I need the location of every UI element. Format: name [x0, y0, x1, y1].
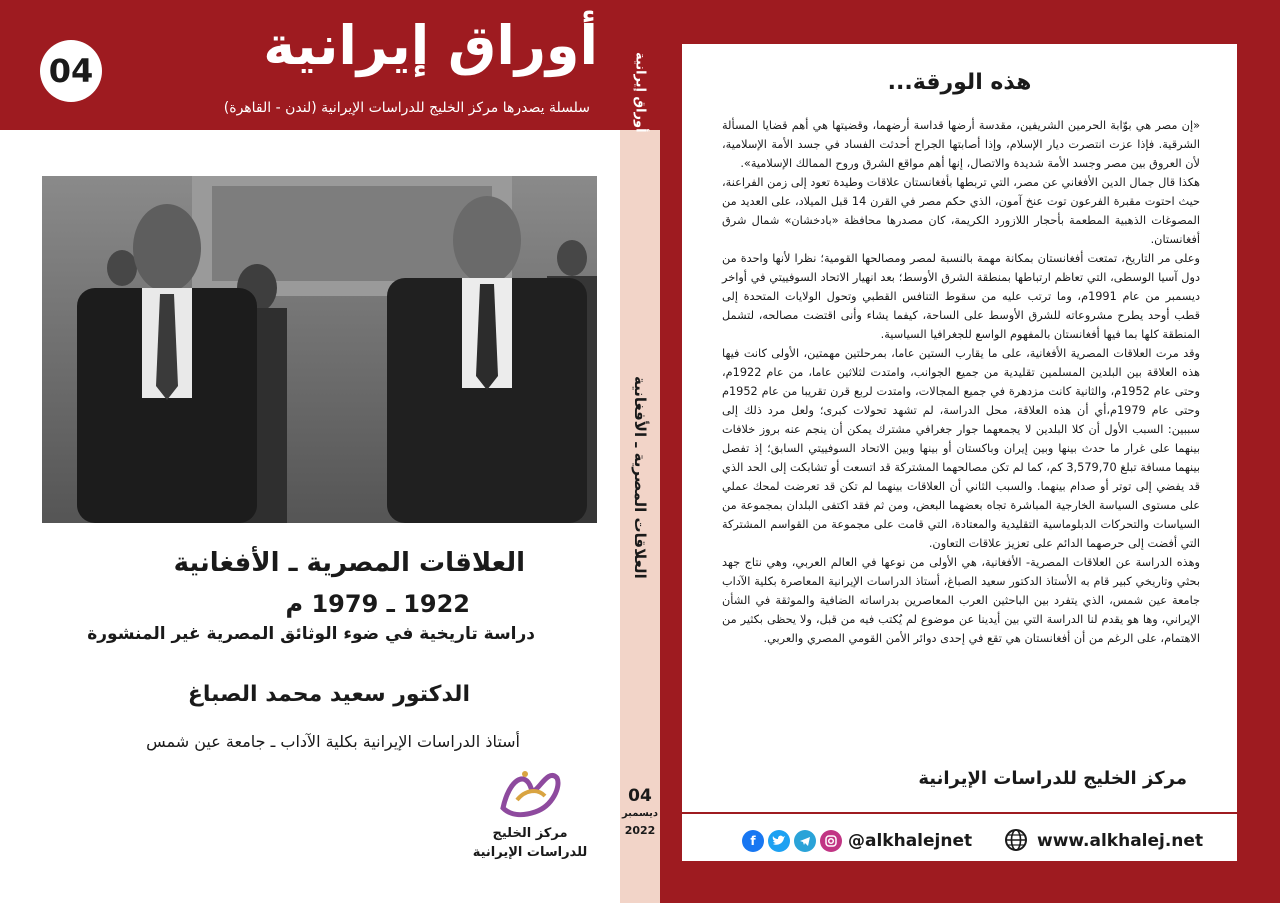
twitter-icon[interactable]	[768, 830, 790, 852]
back-paragraph: «إن مصر هي بوّابة الحرمين الشريفين، مقدسة أرضها قداسة أرضهما، وقضيتها هي أهم قضايا المسألة الشرقية. فإذا عزت انتصرت ديار الإسلام، وإذا أصابتها الجراح أحدثت الفساد في جسد الأمة الإسلامية، لأن العروق بين مصر وجسد الأمة شديدة والاتصال، إنها أهم مواقع الشرق وروح الممالك الإسلامية».	[722, 119, 1200, 170]
front-cover	[0, 0, 620, 903]
website-link[interactable]: www.alkhalej.net	[1037, 831, 1204, 851]
publisher-logo	[470, 760, 590, 862]
logo-line-1: مركز الخليج	[492, 826, 568, 841]
book-subtitle: دراسة تاريخية في ضوء الوثائق المصرية غير المنشورة	[87, 624, 535, 644]
back-paragraph: وعلى مر التاريخ، تمتعت أفغانستان بمكانة مهمة بالنسبة لمصر ومصالحها القومية؛ نظرا لأنها واحدة من دول آسيا الوسطى، التي تعاظم ارتباطها بمنطقة الشرق الأوسط؛ بعد انهيار الاتحاد السوفييتي في أواخر ديسمبر من عام 1991م، وما ترتب عليه من سقوط التنافس القطبي وتحول الولايات المتحدة إلى قطب أوحد يطرح مشروعاته للشرق الأوسط على الساحة، كيفما يشاء وأنى اقتضت مصالحه، لتشمل المنطقة كلها بما فيها أفغانستان بالمفهوم الواسع للجغرافيا السياسية.	[722, 252, 1200, 341]
front-header-band	[0, 0, 620, 130]
author-affiliation: أستاذ الدراسات الإيرانية بكلية الآداب ـ جامعة عين شمس	[146, 732, 520, 751]
back-body-text	[722, 116, 1200, 648]
back-footer	[682, 812, 1237, 861]
back-text-panel	[682, 44, 1237, 861]
spine-year: 2022	[624, 824, 656, 837]
back-paragraph: وهذه الدراسة عن العلاقات المصرية- الأفغانية، هي الأولى من نوعها في العالم العربي، وهي نتاج جهد بحثي وتاريخي كبير قام به الأستاذ الدكتور سعيد الصباغ، أستاذ الدراسات الإيرانية المعاصرة بكلية الآداب جامعة عين شمس، الذي يتفرد بين الباحثين العرب المعاصرين بدراساته الضافية والموثقة في الشأن الإيراني، وها هو يقدم لنا الدراسة التي بين أيدينا عن موضوع لم يُكتب فيه من قبل، ولا يحظى بكثير من الاهتمام، على الرغم من أن أفغانستان هي تقع في إحدى دوائر الأمن القومي المصري والعربي.	[722, 556, 1200, 645]
series-subtitle: سلسلة يصدرها مركز الخليج للدراسات الإيرانية (لندن - القاهرة)	[223, 100, 590, 116]
spine-month: ديسمبر	[621, 808, 659, 819]
series-title: أوراق إيرانية	[263, 14, 598, 77]
spine-issue-number: 04	[628, 786, 652, 806]
facebook-icon[interactable]: f	[742, 830, 764, 852]
book-years: 1922 ـ 1979 م	[285, 590, 470, 618]
spine-series-title: أوراق إيرانية	[632, 52, 648, 133]
telegram-icon[interactable]	[794, 830, 816, 852]
logo-calligraphy-mark	[495, 760, 565, 824]
logo-line-2: للدراسات الإيرانية	[472, 845, 588, 860]
spine-book-title: العلاقات المصرية ـ الأفغانية	[631, 376, 649, 579]
book-spine	[620, 0, 660, 903]
back-paragraph: وقد مرت العلاقات المصرية الأفغانية، على ما يقارب الستين عاما، بمرحلتين مهمتين، الأولى كانت فيها هذه العلاقة بين البلدين المسلمين تقليدية من جميع الجوانب، وامتدت لثلاثين عاما، من عام 1922م، وحتى عام 1952م، والثانية كانت مزدهرة في جميع المجالات، وامتدت لربع قرن تقريبا من عام 1952م وحتى عام 1979م،أي أن هذه العلاقة، محل الدراسة، لم تشهد تحولات كبرى؛ ولعل مرد ذلك إلى سببين: السبب الأول أن كلا البلدين لا يجمعهما جوار جغرافي مشترك يمكن أن ينجم عنه بروز خلافات بينهما على غرار ما حدث بينها وبين إيران وباكستان أو بينها وبين الاتحاد السوفييتي السابق؛ إذ تفصل بينهما مسافة تبلغ 3,579,70 كم، كما لم تكن مصالحهما المشتركة قد اتسعت أو تشابكت إلى الحد الذي قد يفضي إلى توتر أو صدام بينهما. والسبب الثاني أن العلاقات بينهما لم تكن قد تعرضت لمحك عملي على مستوى السياسة الخارجية المباشرة تجاه بعضهما البعض، ومن ثم فقد اكتفى البلدان بمجموعة من السياسات والتحركات الدبلوماسية التقليدية والمعتادة، التي قامت على مجموعة من القواسم المشتركة التي أفضت إلى حرصهما الدائم على تعزيز علاقات التعاون.	[722, 347, 1200, 550]
author-name: الدكتور سعيد محمد الصباغ	[187, 682, 470, 707]
issue-number-badge: 04	[40, 40, 102, 102]
back-signature: مركز الخليج للدراسات الإيرانية	[918, 768, 1187, 789]
social-handle[interactable]: @alkhalejnet	[848, 831, 973, 851]
back-paragraph: هكذا قال جمال الدين الأفغاني عن مصر، التي تربطها بأفغانستان علاقات وطيدة تعود إلى زمن الفراعنة، حيث احتوت مقبرة الفرعون توت عنخ آمون، الذي حكم مصر في القرن 14 قبل الميلاد، على العديد من المصوغات الذهبية المطعمة بأحجار اللازورد الكريمة، كان مصدرها محافظة «بادخشان» شمال شرق أفغانستان.	[722, 176, 1200, 246]
globe-icon	[1004, 828, 1028, 852]
cover-photo	[42, 176, 597, 523]
back-cover	[660, 0, 1280, 903]
instagram-icon[interactable]	[820, 830, 842, 852]
back-heading: هذه الورقة...	[887, 70, 1032, 95]
book-title: العلاقات المصرية ـ الأفغانية	[173, 548, 525, 578]
cover-photo-illustration	[42, 176, 597, 523]
